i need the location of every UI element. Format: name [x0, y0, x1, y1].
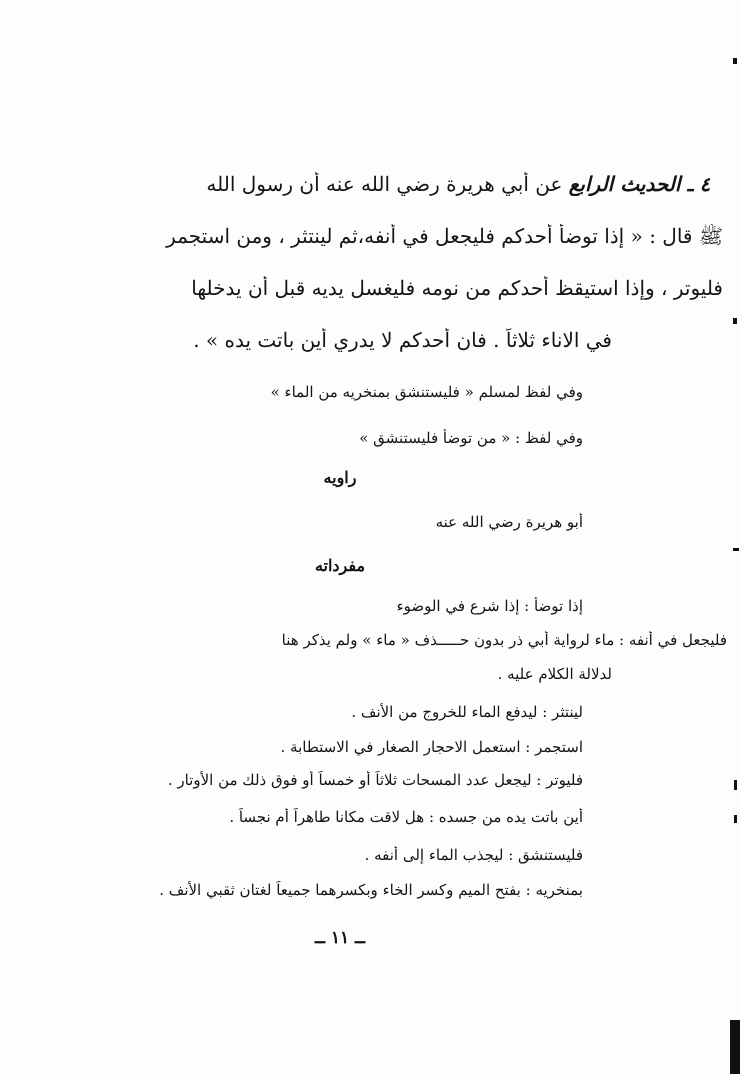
scan-mark	[734, 815, 737, 823]
vocab-line-3: لدلالة الكلام عليه .	[497, 665, 612, 683]
vocab-line-2: فليجعل في أنفه : ماء لرواية أبي ذر بدون حـــــذف « ماء » ولم يذكر هنا	[281, 631, 727, 649]
scan-mark	[733, 548, 739, 551]
vocab-line-7: أين باتت يده من جسده : هل لاقت مكانا طاهراً أم نجساً .	[229, 808, 583, 826]
scan-mark	[730, 1020, 740, 1074]
hadith-line-1	[30, 172, 711, 196]
vocab-line-5: استجمر : استعمل الاحجار الصغار في الاستطابة .	[280, 738, 583, 756]
vocab-line-6: فليوتر : ليجعل عدد المسحات ثلاثاً أو خمساً أو فوق ذلك من الأوتار .	[167, 771, 583, 789]
vocab-line-9: بمنخريه : بفتح الميم وكسر الخاء وبكسرهما جميعاً لغتان ثقبي الأنف .	[159, 881, 583, 899]
scan-mark	[734, 780, 737, 790]
page-number: ــ ١١ ــ	[314, 928, 366, 948]
narrator-heading: راويه	[323, 468, 357, 487]
variant-line-2: وفي لفظ : « من توضأ فليستنشق »	[359, 429, 583, 447]
vocab-line-1: إذا توضأ : إذا شرع في الوضوء	[396, 597, 583, 615]
hadith-title: ـ الحديث الرابع	[568, 172, 694, 196]
hadith-line-1-text: عن أبي هريرة رضي الله عنه أن رسول الله	[206, 172, 563, 196]
vocab-line-4: لينتثر : ليدفع الماء للخروج من الأنف .	[351, 703, 583, 721]
hadith-line-2: ﷺ قال : « إذا توضأ أحدكم فليجعل في أنفه،ثم لينتثر ، ومن استجمر	[166, 224, 723, 248]
hadith-number: ٤	[699, 172, 711, 196]
hadith-line-4: في الاناء ثلاثاً . فان أحدكم لا يدري أين باتت يده » .	[193, 328, 612, 352]
vocab-line-8: فليستنشق : ليجذب الماء إلى أنفه .	[364, 846, 583, 864]
hadith-line-3: فليوتر ، وإذا استيقظ أحدكم من نومه فليغسل يديه قبل أن يدخلها	[191, 276, 723, 300]
vocabulary-heading: مفرداته	[314, 556, 366, 575]
variant-line-1: وفي لفظ لمسلم « فليستنشق بمنخريه من الماء »	[270, 383, 583, 401]
scan-mark	[733, 318, 737, 324]
scan-mark	[733, 58, 737, 64]
narrator-text: أبو هريرة رضي الله عنه	[435, 513, 583, 531]
